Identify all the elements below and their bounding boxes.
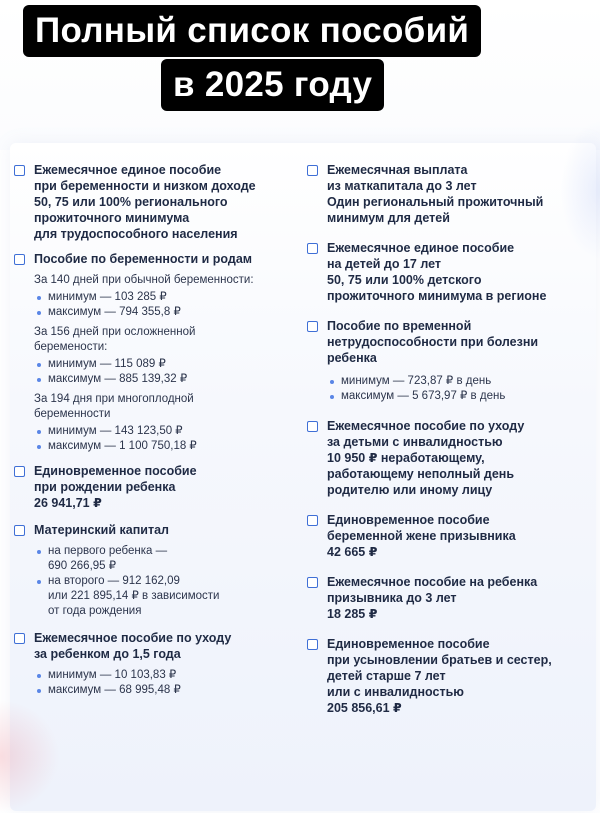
- checkbox-icon: [14, 165, 25, 176]
- benefit-section: [12, 630, 298, 698]
- benefit-title: Ежемесячное пособие по уходу за детьми с инвалидностью 10 950 ₽ неработающему, работающему неполный день родителю или иному лицу: [327, 419, 525, 497]
- list-item: минимум — 103 285 ₽: [34, 290, 298, 305]
- benefit-title: Материнский капитал: [34, 523, 169, 537]
- benefit-amount: 26 941,71 ₽: [34, 496, 102, 510]
- benefit-section: [305, 418, 597, 498]
- list-item: на первого ребенка — 690 266,95 ₽: [34, 544, 298, 574]
- right-column: [305, 162, 597, 728]
- checkbox-icon: [14, 254, 25, 265]
- benefit-list: [34, 357, 298, 387]
- checkbox-icon: [14, 525, 25, 536]
- benefit-title: Единовременное пособие беременной жене призывника 42 665 ₽: [327, 513, 516, 559]
- benefit-section: [305, 574, 597, 622]
- list-item: минимум — 10 103,83 ₽: [34, 668, 298, 683]
- list-item: минимум — 115 089 ₽: [34, 357, 298, 372]
- benefit-section: [305, 636, 597, 716]
- checkbox-icon: [14, 466, 25, 477]
- benefit-title: Ежемесячное пособие на ребенка призывника до 3 лет 18 285 ₽: [327, 575, 538, 621]
- list-item: минимум — 143 123,50 ₽: [34, 424, 298, 439]
- checkbox-icon: [307, 165, 318, 176]
- benefit-list: [34, 668, 298, 698]
- benefit-section: [12, 162, 298, 242]
- benefit-section: [305, 512, 597, 560]
- benefit-title: Ежемесячное пособие по уходу за ребенком до 1,5 года: [34, 631, 232, 661]
- list-item: максимум — 885 139,32 ₽: [34, 372, 298, 387]
- benefit-title: Ежемесячное единое пособие на детей до 17 лет 50, 75 или 100% детского прожиточного минимума в регионе: [327, 241, 547, 303]
- benefit-list: [34, 290, 298, 320]
- list-item: максимум — 5 673,97 ₽ в день: [327, 389, 597, 404]
- benefit-section: [305, 318, 597, 404]
- benefit-list: [327, 374, 597, 404]
- checkbox-icon: [307, 515, 318, 526]
- benefit-section: [305, 162, 597, 226]
- benefit-list: [34, 544, 298, 619]
- benefit-title: Ежемесячная выплата из маткапитала до 3 лет Один региональный прожиточный минимум для детей: [327, 163, 544, 225]
- page-title-line-1: Полный список пособий: [23, 5, 481, 57]
- checkbox-icon: [307, 421, 318, 432]
- checkbox-icon: [14, 633, 25, 644]
- checkbox-icon: [307, 577, 318, 588]
- benefit-subtitle: За 156 дней при осложненной беремености:: [34, 326, 196, 353]
- benefit-title: Пособие по беременности и родам: [34, 252, 253, 266]
- list-item: максимум — 68 995,48 ₽: [34, 683, 298, 698]
- list-item: максимум — 1 100 750,18 ₽: [34, 439, 298, 454]
- benefit-section: [12, 251, 298, 454]
- list-item: минимум — 723,87 ₽ в день: [327, 374, 597, 389]
- benefit-section: [12, 522, 298, 619]
- checkbox-icon: [307, 639, 318, 650]
- left-column: [12, 162, 298, 710]
- benefit-subtitle: За 140 дней при обычной беременности:: [34, 274, 254, 286]
- benefit-title: Единовременное пособие при усыновлении братьев и сестер, детей старше 7 лет или с инвалидностью 205 856,61 ₽: [327, 637, 552, 715]
- page-title-line-2: в 2025 году: [161, 59, 384, 111]
- benefit-section: [12, 463, 298, 511]
- list-item: на второго — 912 162,09 или 221 895,14 ₽ в зависимости от года рождения: [34, 574, 298, 619]
- benefit-title: Ежемесячное единое пособие при беременности и низком доходе 50, 75 или 100% регионального прожиточного минимума для трудоспособного населения: [34, 163, 256, 241]
- benefit-title: Пособие по временной нетрудоспособности при болезни ребенка: [327, 319, 539, 365]
- benefit-list: [34, 424, 298, 454]
- decorative-glow-left: [0, 700, 60, 813]
- benefit-title: Единовременное пособие при рождении ребенка: [34, 464, 197, 494]
- benefit-section: [305, 240, 597, 304]
- checkbox-icon: [307, 321, 318, 332]
- benefit-subtitle: За 194 дня при многоплодной беременности: [34, 393, 194, 420]
- list-item: максимум — 794 355,8 ₽: [34, 305, 298, 320]
- checkbox-icon: [307, 243, 318, 254]
